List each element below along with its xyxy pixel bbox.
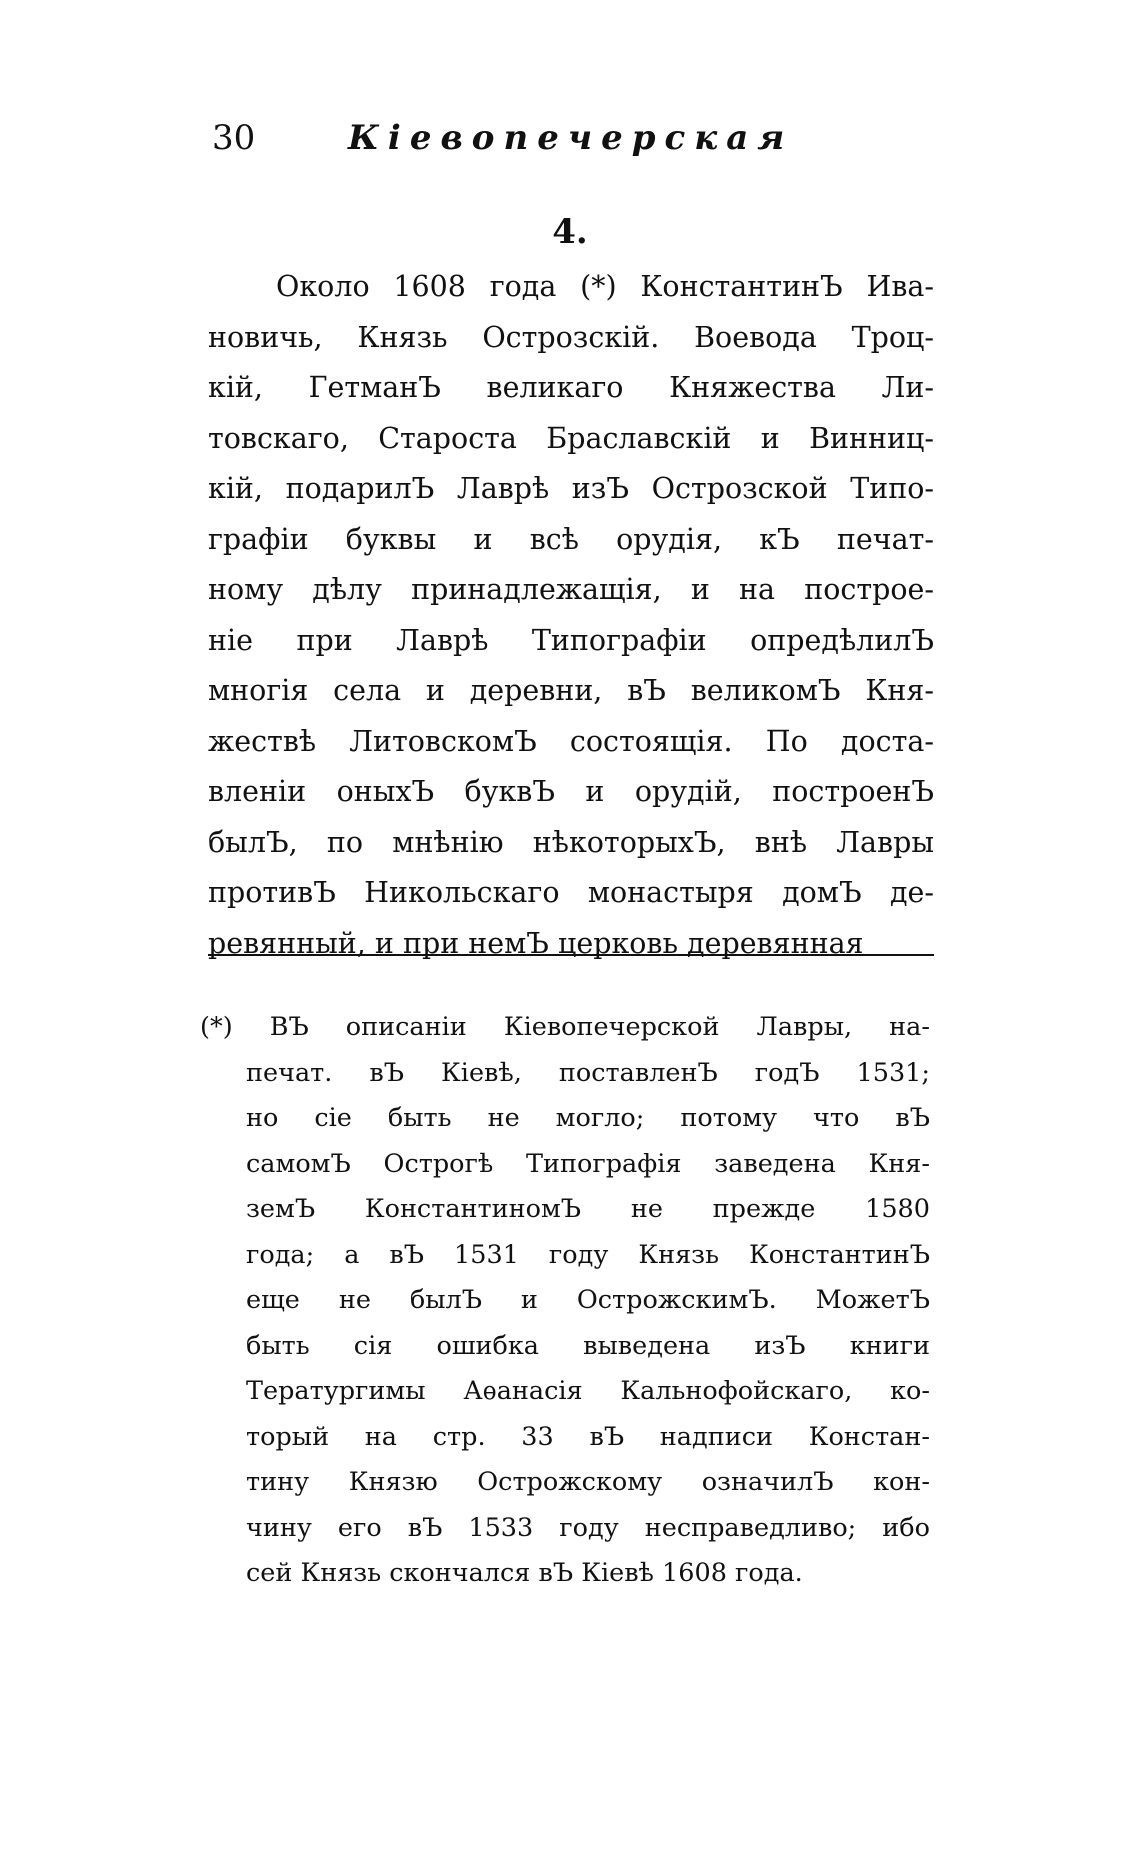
- text-line: ревянный, и при немЪ церковь деревянная: [208, 926, 864, 960]
- footnote-line: сей Князь скончался вЪ Кіевѣ 1608 года.: [246, 1558, 803, 1588]
- footnote-line: самомЪ Острогѣ Типографія заведена Кня-: [246, 1148, 930, 1179]
- text-line: кій, ГетманЪ великаго Княжества Ли-: [208, 371, 934, 404]
- text-line: жествѣ ЛитовскомЪ состоящія. По доста-: [208, 724, 934, 758]
- running-title: Кіевопечерская: [348, 118, 794, 158]
- text-line: кій, подарилЪ Лаврѣ изЪ Острозской Типо-: [208, 472, 934, 505]
- footnote-line: но сіе быть не могло; потому что вЪ: [246, 1103, 930, 1133]
- text-line: ному дѣлу принадлежащія, и на построе-: [208, 573, 934, 606]
- footnote-line: (*) ВЪ описаніи Кіевопечерской Лавры, на-: [200, 1012, 930, 1042]
- text-line: товскаго, Староста Браславскій и Винниц-: [208, 421, 934, 455]
- text-line: ніе при Лаврѣ Типографіи опредѣлилЪ: [208, 623, 934, 657]
- text-line: новичь, Князь Острозскій. Воевода Троц-: [208, 320, 934, 354]
- footnote-line: печат. вЪ Кіевѣ, поставленЪ годЪ 1531;: [246, 1057, 930, 1088]
- text-line: противЪ Никольскаго монастыря домЪ де-: [208, 876, 934, 909]
- page-number: 30: [212, 118, 256, 158]
- footnote-divider: [208, 954, 934, 956]
- footnote-line: земЪ КонстантиномЪ не прежде 1580: [246, 1194, 930, 1224]
- footnote-line: быть сія ошибка выведена изЪ книги: [246, 1330, 930, 1361]
- footnote-line: торый на стр. 33 вЪ надписи Констан-: [246, 1421, 930, 1452]
- footnote-line: тину Князю Острожскому означилЪ кон-: [246, 1467, 930, 1497]
- footnote-line: Тератургимы Аѳанасія Кальнофойскаго, ко-: [246, 1376, 930, 1406]
- section-number: 4.: [552, 212, 588, 252]
- text-line: Около 1608 года (*) КонстантинЪ Ива-: [276, 270, 934, 303]
- text-line: графіи буквы и всѣ орудія, кЪ печат-: [208, 522, 934, 556]
- footnote: [200, 1005, 930, 1597]
- main-paragraph: [208, 262, 934, 960]
- footnote-line: чину его вЪ 1533 году несправедливо; ибо: [246, 1512, 930, 1543]
- text-line: вленіи оныхЪ буквЪ и орудій, построенЪ: [208, 775, 934, 808]
- text-line: былЪ, по мнѣнію нѣкоторыхЪ, внѣ Лавры: [208, 825, 934, 859]
- footnote-line: года; а вЪ 1531 году Князь КонстантинЪ: [246, 1239, 930, 1270]
- text-line: многія села и деревни, вЪ великомЪ Кня-: [208, 674, 934, 707]
- footnote-line: еще не былЪ и ОстрожскимЪ. МожетЪ: [246, 1285, 930, 1315]
- page-header: [212, 116, 922, 176]
